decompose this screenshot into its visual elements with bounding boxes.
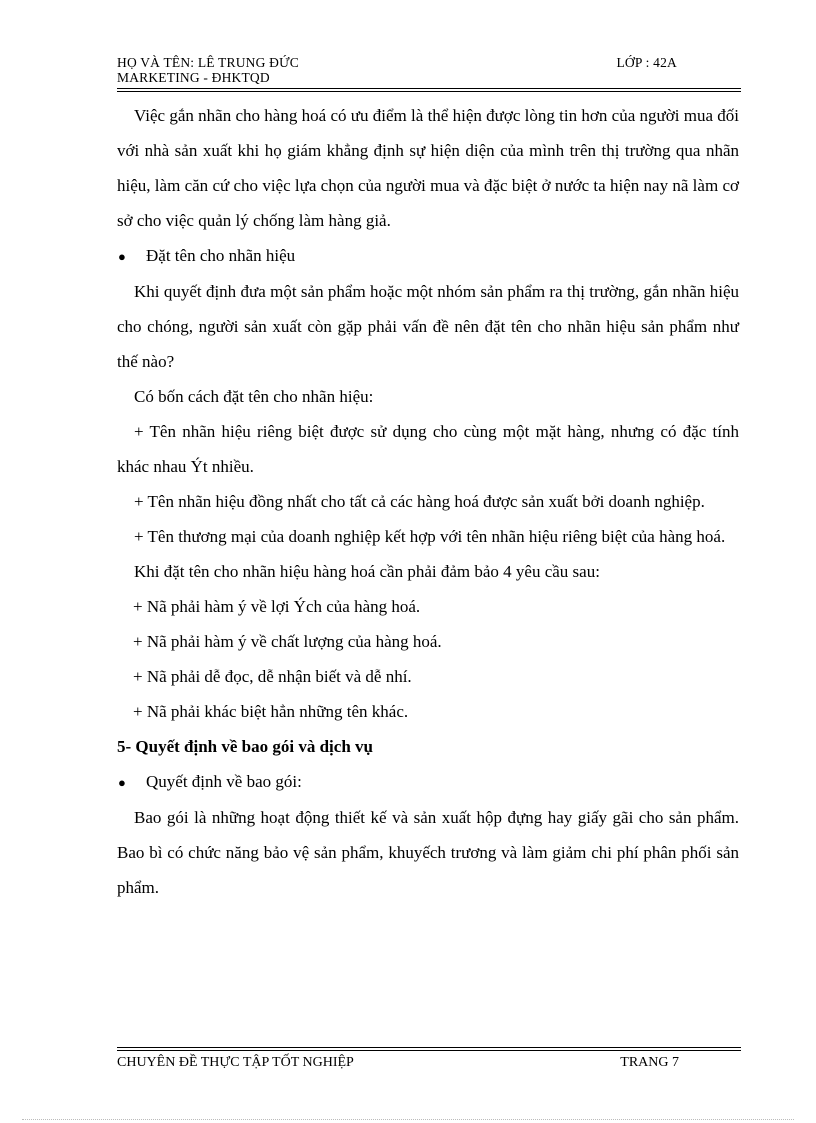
header-rule-thin (117, 91, 741, 92)
bullet-dot-icon: ● (118, 775, 126, 790)
requirement-item: + Nã phải hàm ý về lợi Ých của hàng hoá. (133, 597, 421, 616)
header-rule (117, 88, 741, 89)
bullet-text: Quyết định về bao gói: (146, 772, 302, 791)
bullet-item (117, 238, 739, 274)
bullet-dot-icon: ● (118, 249, 126, 264)
paragraph: Khi quyết định đưa một sản phẩm hoặc một nhóm sản phẩm ra thị trường, gắn nhãn hiệu cho chóng, người sản xuất còn gặp phải vấn đề nên đặt tên cho nhãn hiệu sản phẩm như thế nào? (117, 282, 739, 371)
footer-title: CHUYÊN ĐỀ THỰC TẬP TỐT NGHIỆP (117, 1055, 354, 1070)
list-item: + Tên thương mại của doanh nghiệp kết hợp với tên nhãn hiệu riêng biệt của hàng hoá. (134, 527, 726, 546)
requirement-item: + Nã phải khác biệt hẳn những tên khác. (133, 702, 409, 721)
list-item: + Tên nhãn hiệu riêng biệt được sử dụng cho cùng một mặt hàng, nhưng có đặc tính khác nhau Ýt nhiều. (117, 422, 739, 476)
author-name: HỌ VÀ TÊN: LÊ TRUNG ĐỨC (117, 55, 299, 70)
department: MARKETING - ĐHKTQD (117, 70, 270, 85)
footer-rule-thin (117, 1050, 741, 1051)
page-number: TRANG 7 (620, 1055, 679, 1070)
paragraph: Việc gắn nhãn cho hàng hoá có ưu điểm là thể hiện được lòng tin hơn của người mua đối với nhà sản xuất khi họ giám khẳng định sự hiện diện của mình trên thị trường qua nhãn hiệu, làm căn cứ cho việc lựa chọn của người mua và đặc biệt ở nước ta hiện nay nã làm cơ sở cho việc quản lý chống làm hàng giả. (117, 106, 739, 230)
paragraph: Có bốn cách đặt tên cho nhãn hiệu: (134, 387, 374, 406)
footer-rule (117, 1047, 741, 1048)
list-item: + Tên nhãn hiệu đồng nhất cho tất cả các hàng hoá được sản xuất bởi doanh nghiệp. (134, 492, 705, 511)
bullet-text: Đặt tên cho nhãn hiệu (146, 246, 296, 265)
page-footer (117, 1055, 741, 1071)
class-label: LỚP : 42A (616, 55, 677, 70)
paragraph: Khi đặt tên cho nhãn hiệu hàng hoá cần phải đảm bảo 4 yêu cầu sau: (134, 562, 600, 581)
requirement-item: + Nã phải dễ đọc, dễ nhận biết và dễ nhí. (133, 667, 412, 686)
paragraph: Bao gói là những hoạt động thiết kế và sản xuất hộp đựng hay giấy gãi cho sản phẩm. Bao bì có chức năng bảo vệ sản phẩm, khuyếch trương và làm giảm chi phí phân phối sản phẩm. (117, 808, 739, 897)
section-heading: 5- Quyết định về bao gói và dịch vụ (117, 737, 373, 756)
requirement-item: + Nã phải hàm ý về chất lượng của hàng hoá. (133, 632, 442, 651)
page-edge-divider (22, 1119, 794, 1120)
page-header (117, 55, 741, 85)
page-body (117, 98, 739, 905)
bullet-item (117, 764, 739, 800)
